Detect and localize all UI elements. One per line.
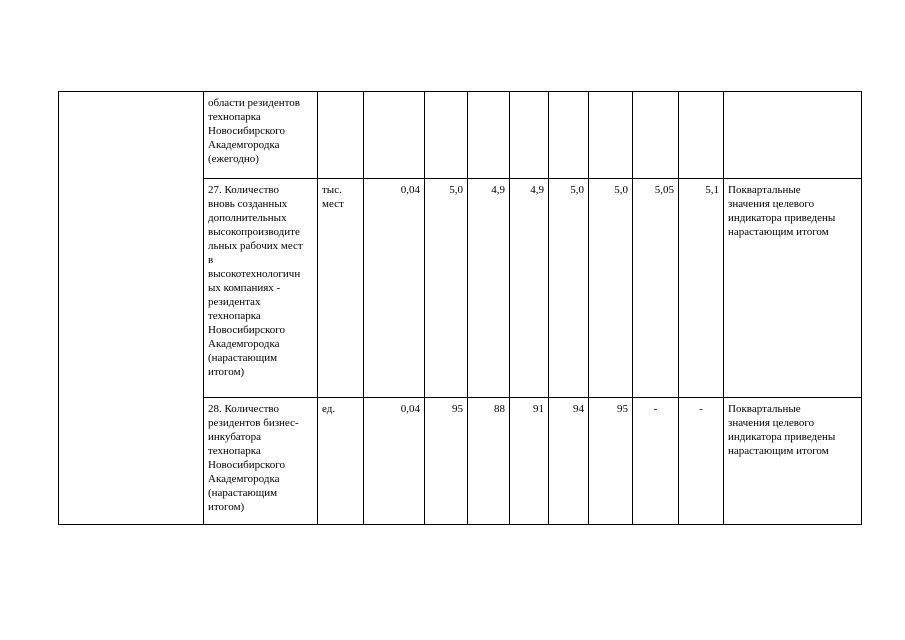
value-cell: - (633, 398, 679, 525)
value-cell: 5,1 (679, 179, 724, 398)
value-cell: 88 (468, 398, 510, 525)
value-cell: 95 (425, 398, 468, 525)
unit-cell: ед. (318, 398, 364, 525)
unit-cell: тыс. мест (318, 179, 364, 398)
indicator-name-cell: области резидентов технопарка Новосибирского Академгородка (ежегодно) (204, 92, 318, 179)
indicator-table (58, 91, 862, 525)
value-cell (589, 92, 633, 179)
value-cell (425, 92, 468, 179)
value-cell (364, 92, 425, 179)
value-cell: 95 (589, 398, 633, 525)
value-cell: 5,0 (425, 179, 468, 398)
table-row (59, 92, 862, 179)
value-cell: 4,9 (510, 179, 549, 398)
value-cell (679, 92, 724, 179)
value-cell: 4,9 (468, 179, 510, 398)
value-cell: 5,0 (589, 179, 633, 398)
value-cell: 0,04 (364, 179, 425, 398)
indicator-name-cell: 28. Количество резидентов бизнес- инкубатора технопарка Новосибирского Академгородка (нарастающим итогом) (204, 398, 318, 525)
value-cell (549, 92, 589, 179)
unit-cell (318, 92, 364, 179)
section-cell (59, 92, 204, 525)
value-cell (633, 92, 679, 179)
value-cell: 91 (510, 398, 549, 525)
value-cell (468, 92, 510, 179)
value-cell: 5,05 (633, 179, 679, 398)
note-cell: Поквартальные значения целевого индикатора приведены нарастающим итогом (724, 179, 862, 398)
value-cell: 94 (549, 398, 589, 525)
note-cell (724, 92, 862, 179)
value-cell: 0,04 (364, 398, 425, 525)
value-cell: - (679, 398, 724, 525)
note-cell: Поквартальные значения целевого индикатора приведены нарастающим итогом (724, 398, 862, 525)
indicator-name-cell: 27. Количество вновь созданных дополнительных высокопроизводите льных рабочих мест в высокотехнологичн ых компаниях - резидентах технопарка Новосибирского Академгородка (нарастающим итогом) (204, 179, 318, 398)
value-cell: 5,0 (549, 179, 589, 398)
value-cell (510, 92, 549, 179)
